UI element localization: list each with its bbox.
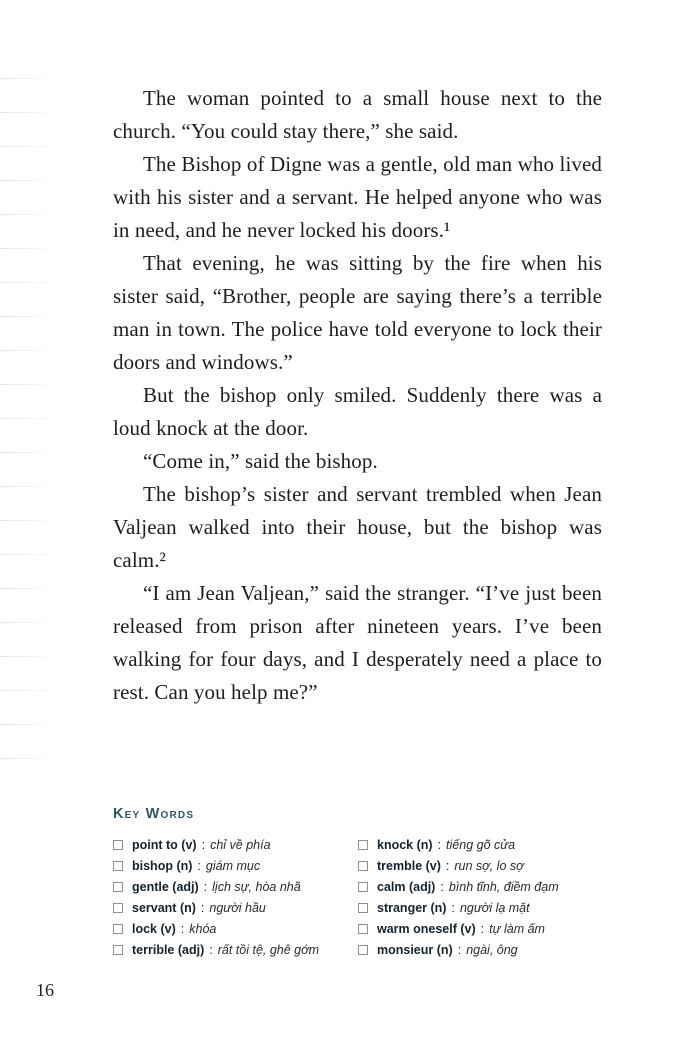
keyword-item (358, 880, 618, 894)
paragraph: The Bishop of Digne was a gentle, old man who lived with his sister and a servant. He helped anyone who was in need, and he never locked his doors.¹ (113, 152, 602, 242)
paragraph: “I am Jean Valjean,” said the stranger. “I’ve just been released from prison after nineteen years. I’ve been walking for four days, and I desperately need a place to rest. Can you help me?” (113, 581, 602, 704)
keyword-term: point to (v) (132, 838, 197, 852)
keyword-term: servant (n) (132, 901, 196, 915)
checkbox-icon (113, 840, 123, 850)
keyword-item (113, 880, 358, 894)
key-words-section (113, 806, 618, 964)
keyword-term: gentle (adj) (132, 880, 199, 894)
keyword-separator: : (197, 859, 201, 873)
keyword-definition: bình tĩnh, điềm đạm (448, 880, 559, 894)
keyword-separator: : (480, 922, 485, 936)
keyword-definition: run sợ, lo sợ (454, 859, 524, 873)
keyword-item (113, 943, 358, 957)
checkbox-icon (113, 903, 123, 913)
keyword-separator: : (437, 838, 442, 852)
keyword-term: knock (n) (377, 838, 433, 852)
keyword-item (113, 859, 358, 873)
page-number: 16 (36, 980, 54, 1000)
key-words-heading: Key Words (113, 806, 195, 822)
keyword-term: terrible (adj) (132, 943, 205, 957)
keyword-item (358, 901, 618, 915)
story-text (113, 82, 602, 709)
paragraph: The woman pointed to a small house next to the church. “You could stay there,” she said. (113, 86, 602, 143)
keyword-item (113, 838, 358, 852)
keyword-term: stranger (n) (377, 901, 447, 915)
paragraph: That evening, he was sitting by the fire when his sister said, “Brother, people are saying there’s a terrible man in town. The police have told everyone to lock their doors and windows.” (113, 251, 602, 374)
keyword-term: warm oneself (v) (377, 922, 476, 936)
checkbox-icon (358, 945, 368, 955)
keyword-separator: : (203, 880, 208, 894)
keyword-separator: : (440, 880, 444, 894)
paragraph: “Come in,” said the bishop. (143, 449, 378, 473)
keyword-item (358, 943, 618, 957)
checkbox-icon (113, 945, 123, 955)
keyword-item (358, 859, 618, 873)
keyword-term: calm (adj) (377, 880, 436, 894)
keyword-definition: tự làm ấm (489, 922, 545, 936)
keyword-item (358, 838, 618, 852)
keyword-separator: : (180, 922, 185, 936)
keyword-separator: : (445, 859, 450, 873)
keyword-definition: người lạ mặt (459, 901, 530, 915)
keyword-term: bishop (n) (132, 859, 193, 873)
keyword-definition: người hầu (209, 901, 266, 915)
keyword-item (113, 901, 358, 915)
key-words-left-column (113, 838, 358, 964)
checkbox-icon (113, 882, 123, 892)
keyword-term: tremble (v) (377, 859, 441, 873)
keyword-definition: giám mục (205, 859, 261, 873)
checkbox-icon (358, 861, 368, 871)
keyword-definition: chỉ về phía (210, 838, 271, 852)
checkbox-icon (358, 903, 368, 913)
checkbox-icon (358, 840, 368, 850)
keyword-separator: : (209, 943, 213, 957)
keyword-separator: : (200, 901, 205, 915)
page-edge-decoration (0, 78, 62, 774)
keyword-term: lock (v) (132, 922, 176, 936)
checkbox-icon (113, 924, 123, 934)
keyword-definition: rất tồi tệ, ghê gớm (217, 943, 320, 957)
keyword-item (358, 922, 618, 936)
keyword-separator: : (201, 838, 206, 852)
key-words-right-column (358, 838, 618, 964)
keyword-definition: tiếng gõ cửa (446, 838, 516, 852)
checkbox-icon (358, 882, 368, 892)
key-words-columns (113, 838, 618, 964)
keyword-separator: : (451, 901, 455, 915)
checkbox-icon (113, 861, 123, 871)
paragraph: The bishop’s sister and servant trembled when Jean Valjean walked into their house, but the bishop was calm.² (113, 482, 602, 572)
paragraph: But the bishop only smiled. Suddenly there was a loud knock at the door. (113, 383, 602, 440)
checkbox-icon (358, 924, 368, 934)
keyword-definition: lịch sự, hòa nhã (212, 880, 301, 894)
keyword-term: monsieur (n) (377, 943, 453, 957)
keyword-separator: : (457, 943, 462, 957)
keyword-item (113, 922, 358, 936)
keyword-definition: ngài, ông (466, 943, 518, 957)
keyword-definition: khóa (189, 922, 217, 936)
